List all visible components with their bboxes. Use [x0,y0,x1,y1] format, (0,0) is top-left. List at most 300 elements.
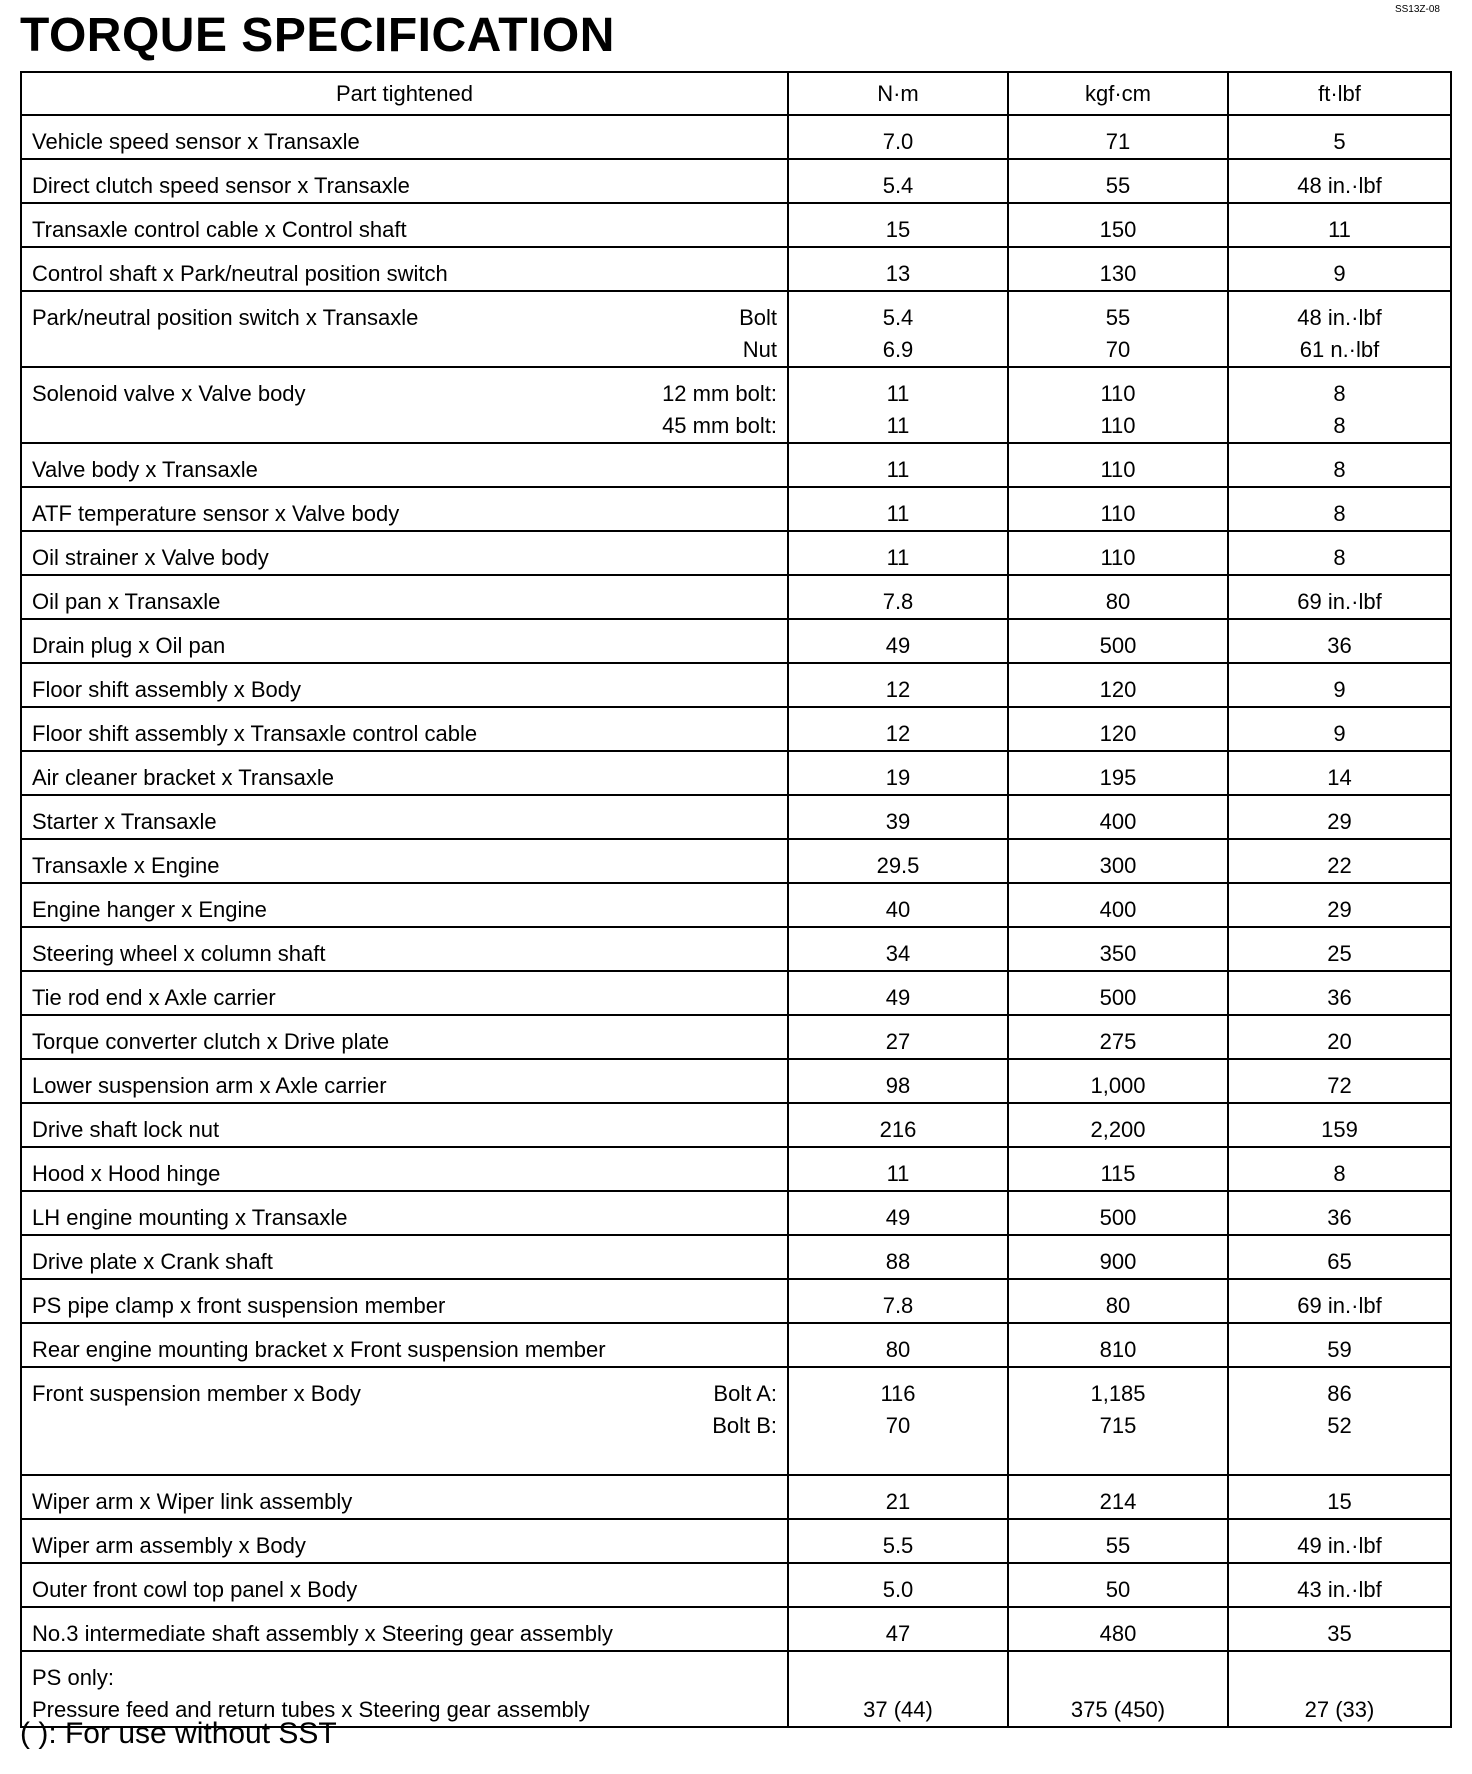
value: 12 [885,677,911,702]
value: 59 [1327,1337,1352,1362]
value: 69 in.·lbf [1297,1293,1382,1318]
part-cell [21,751,788,795]
kgf-cell [1008,883,1228,927]
part-cell [21,1235,788,1279]
ftlbf-cell [1228,1519,1451,1563]
ftlbf-cell [1228,531,1451,575]
fastener-label: 45 mm bolt: [662,413,777,438]
table-row [21,1103,1451,1147]
value: 71 [1105,129,1131,154]
value: 500 [1099,1205,1137,1230]
kgf-cell [1008,367,1228,443]
value: 11 [886,413,910,438]
value: 900 [1099,1249,1137,1274]
table-row [21,367,1451,443]
value: 39 [885,809,911,834]
part-cell [21,291,788,367]
value: 34 [885,941,911,966]
ftlbf-cell [1228,203,1451,247]
value: 8 [1333,457,1346,482]
nm-cell [788,663,1008,707]
value: 21 [885,1489,911,1514]
value: 500 [1099,633,1137,658]
part-name: Floor shift assembly x Body [32,677,301,702]
ftlbf-cell [1228,247,1451,291]
document-code: SS13Z-08 [1394,4,1440,15]
kgf-cell [1008,531,1228,575]
value: 70 [885,1413,911,1438]
value: 22 [1327,853,1352,878]
table-row [21,927,1451,971]
ftlbf-cell [1228,839,1451,883]
part-name: Floor shift assembly x Transaxle control cable [32,721,478,746]
kgf-cell [1008,1475,1228,1519]
part-name: Outer front cowl top panel x Body [32,1577,358,1602]
fastener-label: Bolt A: [713,1381,777,1406]
nm-cell [788,487,1008,531]
header-ftlbf: ft·lbf [1228,72,1451,115]
kgf-cell [1008,707,1228,751]
part-name: Drive shaft lock nut [32,1117,220,1142]
part-cell [21,1519,788,1563]
value: 49 in.·lbf [1297,1533,1382,1558]
part-cell [21,707,788,751]
part-name: Lower suspension arm x Axle carrier [32,1073,387,1098]
value: 5.5 [882,1533,914,1558]
fastener-labels [712,1378,777,1442]
ftlbf-cell [1228,443,1451,487]
part-cell [21,1103,788,1147]
kgf-cell [1008,1651,1228,1727]
value: 116 [880,1381,916,1406]
table-row [21,487,1451,531]
part-cell [21,159,788,203]
part-cell [21,971,788,1015]
value: 69 in.·lbf [1297,589,1382,614]
kgf-cell [1008,247,1228,291]
ftlbf-cell [1228,115,1451,159]
kgf-cell [1008,1059,1228,1103]
nm-cell [788,1059,1008,1103]
table-row [21,247,1451,291]
table-row [21,1147,1451,1191]
value: 195 [1099,765,1137,790]
value: 120 [1099,721,1137,746]
part-cell [21,575,788,619]
ftlbf-cell [1228,1279,1451,1323]
ftlbf-cell [1228,1191,1451,1235]
table-row [21,531,1451,575]
part-cell [21,839,788,883]
part-name: ATF temperature sensor x Valve body [32,501,400,526]
value [1009,1662,1227,1694]
value: 49 [885,633,911,658]
value: 216 [879,1117,917,1142]
ftlbf-cell [1228,971,1451,1015]
value: 150 [1099,217,1137,242]
value: 35 [1327,1621,1352,1646]
value: 110 [1100,457,1136,482]
ftlbf-cell [1228,487,1451,531]
kgf-cell [1008,159,1228,203]
nm-cell [788,203,1008,247]
part-name: Wiper arm x Wiper link assembly [32,1489,353,1514]
part-name: Direct clutch speed sensor x Transaxle [32,173,410,198]
fastener-labels [739,302,777,366]
table-row [21,971,1451,1015]
header-part: Part tightened [21,72,788,115]
kgf-cell [1008,1323,1228,1367]
ftlbf-cell [1228,291,1451,367]
nm-cell [788,247,1008,291]
value: 214 [1099,1489,1137,1514]
kgf-cell [1008,663,1228,707]
part-name: PS pipe clamp x front suspension member [32,1293,446,1318]
fastener-labels [662,378,777,442]
value: 9 [1333,721,1346,746]
value: 36 [1327,985,1352,1010]
ftlbf-cell [1228,1235,1451,1279]
part-name: Control shaft x Park/neutral position switch [32,261,448,286]
value: 5 [1333,129,1346,154]
ftlbf-cell [1228,159,1451,203]
value: 1,000 [1090,1073,1146,1098]
part-cell [21,1191,788,1235]
value: 115 [1100,1161,1136,1186]
value: 88 [885,1249,911,1274]
kgf-cell [1008,1235,1228,1279]
value: 375 (450) [1070,1697,1166,1722]
footnote: ( ): For use without SST [20,1717,337,1750]
kgf-cell [1008,1367,1228,1475]
part-name: Engine hanger x Engine [32,897,267,922]
part-cell [21,115,788,159]
kgf-cell [1008,927,1228,971]
value: 29 [1327,897,1352,922]
table-row [21,1475,1451,1519]
value: 8 [1333,381,1346,406]
value: 80 [1105,1293,1131,1318]
part-cell [21,203,788,247]
nm-cell [788,1015,1008,1059]
ftlbf-cell [1228,1059,1451,1103]
part-name: Drive plate x Crank shaft [32,1249,273,1274]
part-name: Hood x Hood hinge [32,1161,221,1186]
part-name: LH engine mounting x Transaxle [32,1205,348,1230]
fastener-label: Nut [742,337,777,362]
part-cell [21,1015,788,1059]
value: 9 [1333,261,1346,286]
ftlbf-cell [1228,663,1451,707]
nm-cell [788,1103,1008,1147]
part-name: Oil pan x Transaxle [32,589,221,614]
value: 70 [1105,337,1131,362]
value: 5.4 [882,173,914,198]
part-name: Wiper arm assembly x Body [32,1533,306,1558]
nm-cell [788,1367,1008,1475]
kgf-cell [1008,1519,1228,1563]
nm-cell [788,795,1008,839]
value: 61 n.·lbf [1299,337,1380,362]
value: 80 [885,1337,911,1362]
nm-cell [788,1323,1008,1367]
kgf-cell [1008,1191,1228,1235]
value: 11 [886,1161,910,1186]
nm-cell [788,1563,1008,1607]
part-cell [21,619,788,663]
nm-cell [788,619,1008,663]
value: 50 [1105,1577,1131,1602]
value: 49 [885,1205,911,1230]
part-cell [21,247,788,291]
ftlbf-cell [1228,883,1451,927]
value: 130 [1099,261,1137,286]
value: 110 [1100,501,1136,526]
value: 7.0 [882,129,914,154]
value: 400 [1099,897,1137,922]
value: 350 [1099,941,1137,966]
kgf-cell [1008,971,1228,1015]
fastener-label: Bolt B: [712,1413,777,1438]
kgf-cell [1008,203,1228,247]
ftlbf-cell [1228,1607,1451,1651]
value: 5.4 [882,305,914,330]
ftlbf-cell [1228,1563,1451,1607]
part-name: Valve body x Transaxle [32,457,258,482]
value: 65 [1327,1249,1352,1274]
nm-cell [788,159,1008,203]
value: 8 [1333,545,1346,570]
part-cell [21,1475,788,1519]
value: 110 [1100,545,1136,570]
value: 11 [1328,217,1351,242]
part-cell [21,487,788,531]
ftlbf-cell [1228,1103,1451,1147]
value: 20 [1327,1029,1352,1054]
kgf-cell [1008,291,1228,367]
table-row [21,203,1451,247]
value: 400 [1099,809,1137,834]
table-row [21,1015,1451,1059]
nm-cell [788,1475,1008,1519]
value: 480 [1099,1621,1137,1646]
value [1229,1662,1450,1694]
part-cell [21,663,788,707]
part-name: Solenoid valve x Valve body [32,381,306,406]
value: 300 [1099,853,1137,878]
part-cell [21,1059,788,1103]
value: 36 [1327,633,1352,658]
kgf-cell [1008,1279,1228,1323]
nm-cell [788,707,1008,751]
value: 12 [885,721,911,746]
nm-cell [788,927,1008,971]
page-title: TORQUE SPECIFICATION [20,9,615,62]
value: 7.8 [882,1293,914,1318]
part-name: Rear engine mounting bracket x Front suspension member [32,1337,606,1362]
value: 15 [885,217,911,242]
value: 11 [886,501,910,526]
fastener-label: Bolt [739,305,777,330]
table-row [21,1191,1451,1235]
kgf-cell [1008,619,1228,663]
part-name: PS only: Pressure feed and return tubes x Steering gear assembly [32,1665,590,1722]
table-row [21,839,1451,883]
value: 11 [886,381,910,406]
ftlbf-cell [1228,1651,1451,1727]
kgf-cell [1008,1563,1228,1607]
kgf-cell [1008,575,1228,619]
kgf-cell [1008,1103,1228,1147]
value: 159 [1321,1117,1358,1142]
torque-table [20,71,1452,1728]
header-kgf: kgf·cm [1008,72,1228,115]
part-cell [21,367,788,443]
value: 8 [1333,413,1346,438]
table-row [21,707,1451,751]
table-row [21,1059,1451,1103]
value: 6.9 [882,337,914,362]
kgf-cell [1008,1147,1228,1191]
nm-cell [788,1519,1008,1563]
kgf-cell [1008,487,1228,531]
part-cell [21,1279,788,1323]
part-name: Transaxle x Engine [32,853,220,878]
value: 25 [1327,941,1352,966]
kgf-cell [1008,1015,1228,1059]
value: 86 [1327,1381,1352,1406]
value: 37 (44) [863,1697,933,1722]
nm-cell [788,1279,1008,1323]
value: 2,200 [1090,1117,1146,1142]
value: 29.5 [876,853,920,878]
nm-cell [788,1191,1008,1235]
value: 27 [885,1029,911,1054]
part-name: Drain plug x Oil pan [32,633,226,658]
value: 55 [1105,1533,1131,1558]
ftlbf-cell [1228,619,1451,663]
table-row [21,663,1451,707]
ftlbf-cell [1228,367,1451,443]
part-name: Starter x Transaxle [32,809,217,834]
value: 29 [1327,809,1352,834]
header-nm: N·m [788,72,1008,115]
part-cell [21,883,788,927]
value: 110 [1100,413,1136,438]
nm-cell [788,291,1008,367]
part-cell [21,1323,788,1367]
table-row [21,115,1451,159]
part-name: Oil strainer x Valve body [32,545,269,570]
value: 80 [1105,589,1131,614]
table-row [21,291,1451,367]
ftlbf-cell [1228,1475,1451,1519]
value: 52 [1327,1413,1352,1438]
nm-cell [788,971,1008,1015]
value: 8 [1333,1161,1346,1186]
value: 49 [885,985,911,1010]
value: 48 in.·lbf [1297,305,1382,330]
nm-cell [788,367,1008,443]
value: 40 [885,897,911,922]
table-row [21,575,1451,619]
nm-cell [788,115,1008,159]
table-row [21,1279,1451,1323]
part-name: No.3 intermediate shaft assembly x Steering gear assembly [32,1621,613,1646]
value: 120 [1099,677,1137,702]
table-row [21,1367,1451,1475]
value: 11 [886,545,910,570]
kgf-cell [1008,751,1228,795]
value: 48 in.·lbf [1297,173,1382,198]
value: 55 [1105,305,1131,330]
table-row [21,159,1451,203]
table-row [21,883,1451,927]
value: 15 [1327,1489,1352,1514]
value: 1,185 [1090,1381,1146,1406]
nm-cell [788,443,1008,487]
value: 810 [1099,1337,1137,1362]
part-name: Transaxle control cable x Control shaft [32,217,407,242]
value: 5.0 [882,1577,914,1602]
nm-cell [788,839,1008,883]
part-name: Steering wheel x column shaft [32,941,326,966]
part-cell [21,531,788,575]
kgf-cell [1008,1607,1228,1651]
kgf-cell [1008,795,1228,839]
fastener-label: 12 mm bolt: [662,381,777,406]
part-name: Park/neutral position switch x Transaxle [32,305,419,330]
nm-cell [788,531,1008,575]
nm-cell [788,883,1008,927]
value: 110 [1100,381,1136,406]
part-cell [21,795,788,839]
part-cell [21,1563,788,1607]
part-name: Front suspension member x Body [32,1381,361,1406]
table-row [21,751,1451,795]
table-row [21,1563,1451,1607]
table-row [21,1607,1451,1651]
value: 43 in.·lbf [1297,1577,1382,1602]
part-cell [21,1651,788,1727]
value: 9 [1333,677,1346,702]
ftlbf-cell [1228,1147,1451,1191]
nm-cell [788,1147,1008,1191]
kgf-cell [1008,115,1228,159]
table-row [21,795,1451,839]
value: 13 [885,261,911,286]
value: 8 [1333,501,1346,526]
part-name: Vehicle speed sensor x Transaxle [32,129,360,154]
value: 500 [1099,985,1137,1010]
table-row [21,1519,1451,1563]
value: 72 [1327,1073,1352,1098]
part-cell [21,1367,788,1475]
table-row [21,1651,1451,1727]
table-header-row [21,72,1451,115]
table-row [21,619,1451,663]
part-cell [21,1147,788,1191]
value: 36 [1327,1205,1352,1230]
nm-cell [788,1651,1008,1727]
value: 11 [886,457,910,482]
value: 98 [885,1073,911,1098]
nm-cell [788,1235,1008,1279]
ftlbf-cell [1228,575,1451,619]
value: 27 (33) [1304,1697,1375,1722]
value: 55 [1105,173,1131,198]
value: 275 [1099,1029,1137,1054]
